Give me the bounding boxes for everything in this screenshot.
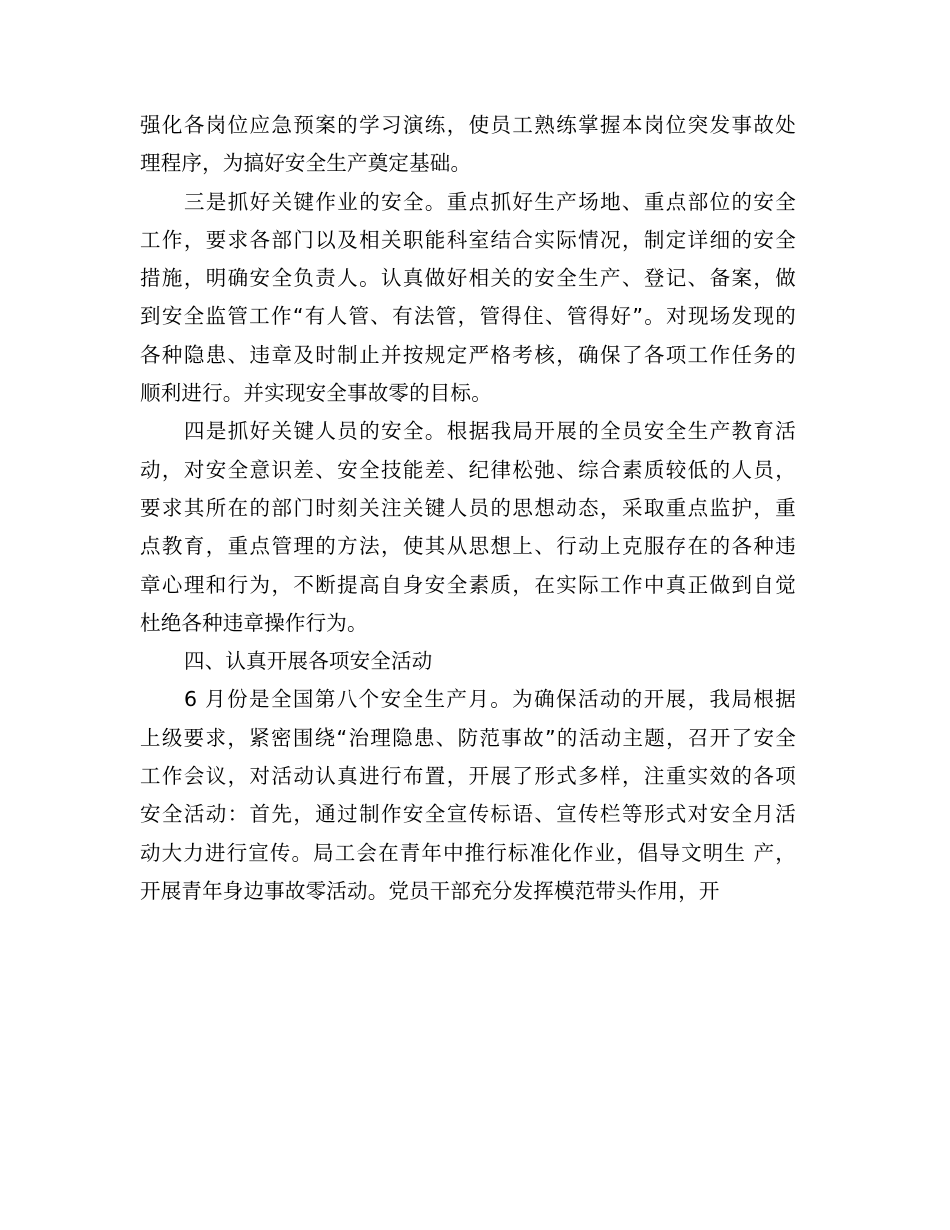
text-line: 措施，明确安全负责人。认真做好相关的安全生产、登记、备案，做 [140, 266, 796, 291]
section-heading: 四、认真开展各项安全活动 [184, 649, 433, 674]
text-line: 强化各岗位应急预案的学习演练，使员工熟练掌握本岗位突发事故处 [140, 113, 796, 137]
text-line: 动大力进行宣传。局工会在青年中推行标准化作业，倡导文明生 产， [140, 840, 796, 865]
text-line: 安全活动：首先，通过制作安全宣传标语、宣传栏等形式对安全月活 [140, 802, 796, 827]
text-line: 上级要求，紧密围绕“治理隐患、防范事故”的活动主题，召开了安全 [140, 725, 796, 750]
text-line: 6 月份是全国第八个安全生产月。为确保活动的开展，我局根据 [184, 687, 796, 712]
text-line: 点教育，重点管理的方法，使其从思想上、行动上克服存在的各种违 [140, 534, 796, 559]
text-line: 各种隐患、违章及时制止并按规定严格考核，确保了各项工作任务的 [140, 342, 796, 367]
text-line: 章心理和行为，不断提高自身安全素质，在实际工作中真正做到自觉 [140, 572, 796, 597]
text-line: 理程序，为搞好安全生产奠定基础。 [140, 151, 472, 176]
text-line: 要求其所在的部门时刻关注关键人员的思想动态，采取重点监护，重 [140, 495, 796, 520]
text-line: 顺利进行。并实现安全事故零的目标。 [140, 381, 492, 406]
text-line: 到安全监管工作“有人管、有法管，管得住、管得好”。对现场发现的 [140, 304, 796, 329]
text-line: 动，对安全意识差、安全技能差、纪律松弛、综合素质较低的人员， [140, 457, 796, 482]
document-body [140, 106, 796, 910]
text-line: 工作会议，对活动认真进行布置，开展了形式多样，注重实效的各项 [140, 764, 796, 789]
text-line: 四是抓好关键人员的安全。根据我局开展的全员安全生产教育活 [184, 419, 796, 444]
text-line: 工作，要求各部门以及相关职能科室结合实际情况，制定详细的安全 [140, 227, 796, 252]
text-line: 杜绝各种违章操作行为。 [140, 610, 368, 635]
text-line: 三是抓好关键作业的安全。重点抓好生产场地、重点部位的安全 [184, 189, 796, 214]
text-line: 开展青年身边事故零活动。党员干部充分发挥模范带头作用，开 [140, 878, 720, 903]
